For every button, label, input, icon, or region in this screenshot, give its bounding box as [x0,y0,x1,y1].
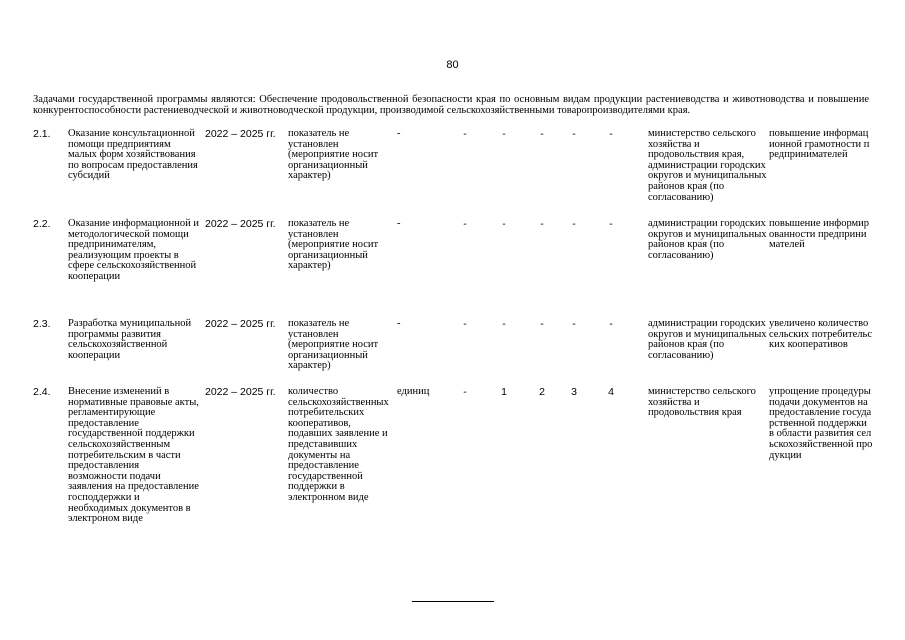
implementation-period: 2022 – 2025 гг. [205,128,276,140]
row-number: 2.3. [33,318,51,330]
unit: единиц [397,386,430,397]
executor: министерство сельского хозяйства и продовольствия края [648,386,756,419]
value-cell: - [572,318,576,330]
executor: администрации городских округов и муниципальных районов края (по согласованию) [648,318,767,361]
row-number: 2.1. [33,128,51,140]
value-cell: 2 [539,386,545,398]
value-cell: 1 [501,386,507,398]
value-cell: 4 [608,386,614,398]
indicator: количество сельскохозяйственных потребительских кооперативов, подавших заявление и представивших документы на предоставление государственной поддержки в электронном виде [288,386,389,503]
row-number: 2.2. [33,218,51,230]
footnote-separator-line [412,601,494,602]
activity-name: Оказание консультационной помощи предприятиям малых форм хозяйствования по вопросам предоставления субсидий [68,128,198,182]
indicator: показатель не установлен (мероприятие носит организационный характер) [288,128,379,182]
executor: администрации городских округов и муниципальных районов края (по согласованию) [648,218,767,261]
value-cell: - [463,128,467,140]
value-cell: - [609,318,613,330]
value-cell: - [540,128,544,140]
value-cell: - [463,386,467,398]
value-cell: - [502,318,506,330]
value-cell: - [572,128,576,140]
expected-result: упрощение процедуры подачи документов на предоставление государственной поддержки в области развития сельскохозяйственной продукции [769,386,873,461]
activity-name: Разработка муниципальной программы развития сельскохозяйственной кооперации [68,318,192,361]
value-cell: - [463,318,467,330]
implementation-period: 2022 – 2025 гг. [205,218,276,230]
value-cell: - [463,218,467,230]
expected-result: увеличено количество сельских потребительских кооперативов [769,318,872,351]
expected-result: повышение информационной грамотности предпринимателей [769,128,870,161]
value-cell: - [540,318,544,330]
value-cell: - [502,128,506,140]
value-cell: - [572,218,576,230]
activity-name: Оказание информационной и методологической помощи предпринимателям, реализующим проекты в сфере сельскохозяйственной кооперации [68,218,199,282]
value-cell: - [502,218,506,230]
indicator: показатель не установлен (мероприятие носит организационный характер) [288,318,379,372]
unit: - [397,218,401,229]
implementation-period: 2022 – 2025 гг. [205,386,276,398]
page-number: 80 [446,59,459,71]
value-cell: - [609,128,613,140]
expected-result: повышение информированности предпринимателей [769,218,870,251]
unit: - [397,318,401,329]
indicator: показатель не установлен (мероприятие носит организационный характер) [288,218,379,272]
value-cell: - [540,218,544,230]
implementation-period: 2022 – 2025 гг. [205,318,276,330]
row-number: 2.4. [33,386,51,398]
activity-name: Внесение изменений в нормативные правовые акты, регламентирующие предоставление государственной поддержки сельскохозяйственным потребительским в части предоставления возможности подачи заявления на предоставление господдержки и необходимых документов в электроном виде [68,386,199,525]
program-tasks-paragraph: Задачами государственной программы являются: Обеспечение продовольственной безопасности края по основным видам продукции растениеводства и животноводства и повышение конкурентоспособности растениеводческой и животноводческой продукции, производимой сельскохозяйственными товаропроизводителями края. [33,94,869,116]
value-cell: 3 [571,386,577,398]
unit: - [397,128,401,139]
executor: министерство сельского хозяйства и продовольствия края, администрации городских округов и муниципальных районов края (по согласованию) [648,128,767,203]
value-cell: - [609,218,613,230]
